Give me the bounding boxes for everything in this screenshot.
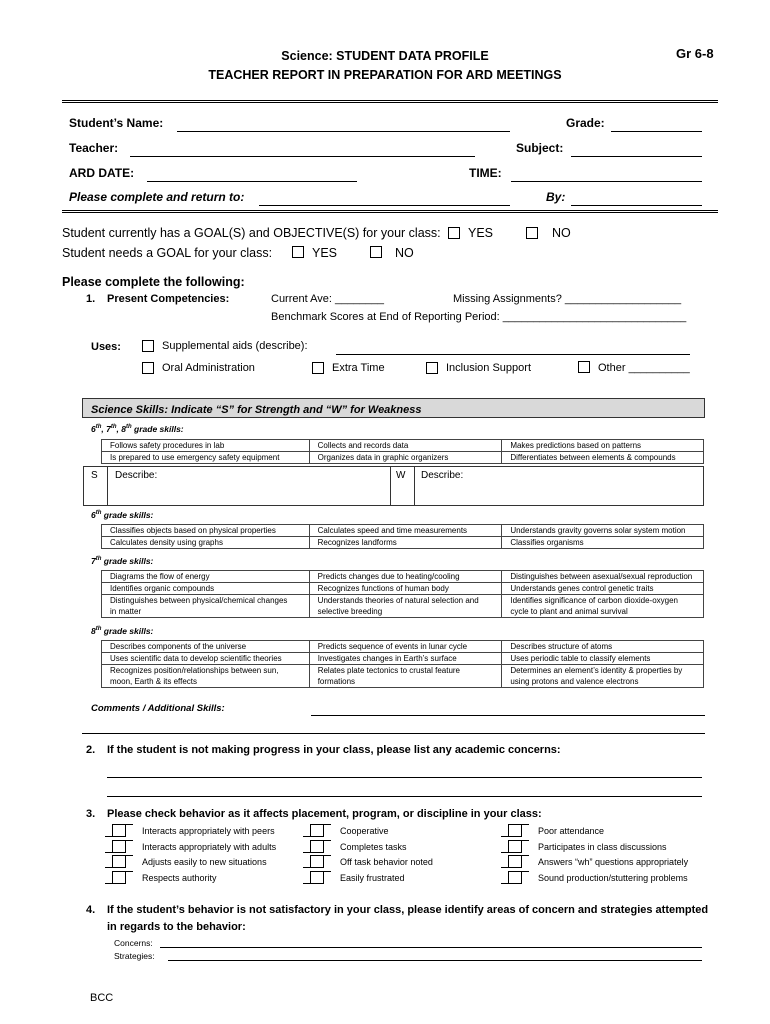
skill-cell[interactable]: Understands genes control genetic traits — [502, 583, 704, 595]
other-label: Other __________ — [598, 362, 690, 374]
grade-label: Grade: — [566, 116, 605, 130]
oral-administration-checkbox[interactable] — [142, 362, 154, 374]
has-goal-yes-checkbox[interactable] — [448, 227, 460, 239]
missing-assignments-field[interactable]: Missing Assignments? ___________________ — [453, 293, 682, 305]
return-to-field[interactable] — [259, 205, 510, 206]
skill-cell[interactable]: Calculates speed and time measurements — [309, 525, 502, 537]
return-to-label: Please complete and return to: — [69, 190, 245, 204]
supplemental-aids-field[interactable] — [336, 354, 690, 355]
academic-concerns-field-1[interactable] — [107, 777, 702, 778]
time-label: TIME: — [469, 166, 502, 180]
ard-date-field[interactable] — [147, 181, 357, 182]
needs-goal-text: Student needs a GOAL for your class: — [62, 246, 273, 260]
concerns-label: Concerns: — [114, 938, 153, 948]
behavior-checkbox[interactable] — [310, 871, 324, 884]
behavior-label: Completes tasks — [340, 842, 407, 852]
behavior-checkbox[interactable] — [112, 840, 126, 853]
needs-goal-yes-label: YES — [312, 246, 338, 260]
behavior-label: Easily frustrated — [340, 873, 405, 883]
all-grades-heading: 6th, 7th, 8th grade skills: — [91, 424, 184, 434]
q4-text: If the student’s behavior is not satisfactory in your class, please identify areas of concern and strategies attempted — [107, 904, 709, 916]
academic-concerns-field-2[interactable] — [107, 796, 702, 797]
table-row — [102, 641, 704, 653]
comments-label: Comments / Additional Skills: — [91, 703, 225, 714]
table-row — [102, 525, 704, 537]
behavior-label: Poor attendance — [538, 826, 605, 836]
skill-cell[interactable]: Recognizes position/relationships between sun, moon, Earth & its effects — [102, 665, 310, 688]
divider — [414, 466, 415, 506]
extra-time-label: Extra Time — [332, 362, 385, 374]
skill-cell[interactable]: Identifies significance of carbon dioxide-oxygen cycle to plant and animal survival — [502, 595, 704, 618]
behavior-label: Sound production/stuttering problems — [538, 873, 688, 883]
supplemental-aids-checkbox[interactable] — [142, 340, 154, 352]
skill-cell[interactable]: Recognizes landforms — [309, 537, 502, 549]
skill-cell[interactable]: Makes predictions based on patterns — [502, 440, 704, 452]
skill-cell[interactable]: Uses scientific data to develop scientific theories — [102, 653, 310, 665]
skill-cell[interactable]: Recognizes functions of human body — [309, 583, 502, 595]
table-row — [102, 665, 704, 688]
weakness-describe-field[interactable]: Describe: — [421, 470, 464, 481]
complete-following-heading: Please complete the following: — [62, 275, 245, 289]
skill-cell[interactable]: Classifies objects based on physical properties — [102, 525, 310, 537]
page-subtitle: TEACHER REPORT IN PREPARATION FOR ARD MEETINGS — [208, 68, 562, 82]
skill-cell[interactable]: Distinguishes between physical/chemical changes in matter — [102, 595, 310, 618]
divider — [390, 466, 391, 506]
strength-describe-field[interactable]: Describe: — [115, 470, 158, 481]
skill-cell[interactable]: Describes components of the universe — [102, 641, 310, 653]
behavior-label: Respects authority — [142, 873, 217, 883]
grade8-heading: 8th grade skills: — [91, 626, 154, 636]
skill-cell[interactable]: Relates plate tectonics to crustal feature formations — [309, 665, 502, 688]
teacher-label: Teacher: — [69, 141, 119, 155]
divider — [107, 466, 108, 506]
q2-text: If the student is not making progress in your class, please list any academic concerns: — [107, 744, 561, 756]
table-row — [102, 440, 704, 452]
skill-cell[interactable]: Understands theories of natural selection and selective breeding — [309, 595, 502, 618]
by-field[interactable] — [571, 205, 702, 206]
q1-label: Present Competencies: — [107, 293, 230, 305]
has-goal-yes-label: YES — [468, 226, 494, 240]
behavior-checkbox[interactable] — [310, 855, 324, 868]
behavior-checkbox[interactable] — [508, 871, 522, 884]
benchmark-field[interactable]: Benchmark Scores at End of Reporting Period: ______________________________ — [271, 311, 687, 323]
skill-cell[interactable]: Is prepared to use emergency safety equipment — [102, 452, 310, 464]
skill-cell[interactable]: Organizes data in graphic organizers — [309, 452, 502, 464]
skill-cell[interactable]: Diagrams the flow of energy — [102, 571, 310, 583]
skill-cell[interactable]: Differentiates between elements & compounds — [502, 452, 704, 464]
behavior-label: Interacts appropriately with peers — [142, 826, 275, 836]
comments-field-line2[interactable] — [82, 733, 705, 734]
page-title: Science: STUDENT DATA PROFILE — [281, 49, 489, 63]
grade-field[interactable] — [611, 131, 702, 132]
behavior-checkbox[interactable] — [112, 871, 126, 884]
q1-number: 1. — [86, 293, 96, 305]
needs-goal-no-checkbox[interactable] — [370, 246, 382, 258]
skill-cell[interactable]: Understands gravity governs solar system motion — [502, 525, 704, 537]
behavior-label: Answers “wh” questions appropriately — [538, 857, 689, 867]
grade-range: Gr 6-8 — [676, 46, 714, 61]
by-label: By: — [546, 190, 566, 204]
strategies-label: Strategies: — [114, 951, 155, 961]
oral-administration-label: Oral Administration — [162, 362, 255, 374]
student-name-label: Student’s Name: — [69, 116, 164, 130]
q4-number: 4. — [86, 904, 96, 916]
weakness-mark: W — [396, 470, 406, 481]
strength-weakness-box — [83, 466, 704, 506]
skill-cell[interactable]: Predicts changes due to heating/cooling — [309, 571, 502, 583]
table-row — [102, 583, 704, 595]
skills-header: Science Skills: Indicate “S” for Strength and “W” for Weakness — [91, 404, 422, 416]
behavior-label: Off task behavior noted — [340, 857, 433, 867]
subject-label: Subject: — [516, 141, 564, 155]
teacher-field[interactable] — [130, 156, 475, 157]
all-grades-skills-table — [101, 439, 704, 464]
student-name-field[interactable] — [177, 131, 510, 132]
extra-time-checkbox[interactable] — [312, 362, 324, 374]
behavior-checkbox[interactable] — [112, 824, 126, 837]
skill-cell[interactable]: Collects and records data — [309, 440, 502, 452]
grade7-skills-table — [101, 570, 704, 618]
table-row — [102, 595, 704, 618]
grade8-skills-table — [101, 640, 704, 688]
inclusion-support-label: Inclusion Support — [446, 362, 531, 374]
skill-cell[interactable]: Follows safety procedures in lab — [102, 440, 310, 452]
behavior-checkbox[interactable] — [112, 855, 126, 868]
current-ave-field[interactable]: Current Ave: ________ — [271, 293, 384, 305]
inclusion-support-checkbox[interactable] — [426, 362, 438, 374]
behavior-checkbox[interactable] — [508, 855, 522, 868]
behavior-checkbox[interactable] — [508, 824, 522, 837]
has-goal-no-checkbox[interactable] — [526, 227, 538, 239]
behavior-label: Interacts appropriately with adults — [142, 842, 277, 852]
q3-number: 3. — [86, 808, 96, 820]
grade7-heading: 7th grade skills: — [91, 556, 154, 566]
needs-goal-yes-checkbox[interactable] — [292, 246, 304, 258]
grade6-heading: 6th grade skills: — [91, 510, 154, 520]
skill-cell[interactable]: Identifies organic compounds — [102, 583, 310, 595]
concerns-field[interactable] — [160, 947, 702, 948]
skill-cell[interactable]: Uses periodic table to classify elements — [502, 653, 704, 665]
other-checkbox[interactable] — [578, 361, 590, 373]
behavior-checkbox[interactable] — [310, 840, 324, 853]
subject-field[interactable] — [571, 156, 702, 157]
skill-cell[interactable]: Determines an element’s identity & properties by using protons and valence electrons — [502, 665, 704, 688]
skill-cell[interactable]: Classifies organisms — [502, 537, 704, 549]
skill-cell[interactable]: Predicts sequence of events in lunar cycle — [309, 641, 502, 653]
strategies-field[interactable] — [168, 960, 702, 961]
q3-text: Please check behavior as it affects placement, program, or discipline in your class: — [107, 808, 542, 820]
uses-label: Uses: — [91, 341, 121, 353]
skill-cell[interactable]: Describes structure of atoms — [502, 641, 704, 653]
has-goal-no-label: NO — [552, 226, 571, 240]
q4-text-continued: in regards to the behavior: — [107, 921, 246, 933]
table-row — [102, 571, 704, 583]
behavior-label: Participates in class discussions — [538, 842, 667, 852]
comments-field[interactable] — [311, 715, 705, 716]
table-row — [102, 653, 704, 665]
needs-goal-no-label: NO — [395, 246, 414, 260]
table-row — [102, 537, 704, 549]
table-row — [102, 452, 704, 464]
skill-cell[interactable]: Distinguishes between asexual/sexual reproduction — [502, 571, 704, 583]
has-goal-text: Student currently has a GOAL(S) and OBJECTIVE(S) for your class: — [62, 226, 441, 240]
footer-text: BCC — [90, 992, 114, 1004]
ard-date-label: ARD DATE: — [69, 166, 135, 180]
time-field[interactable] — [511, 181, 702, 182]
supplemental-aids-label: Supplemental aids (describe): — [162, 340, 308, 352]
behavior-label: Cooperative — [340, 826, 389, 836]
behavior-checkbox[interactable] — [508, 840, 522, 853]
behavior-label: Adjusts easily to new situations — [142, 857, 267, 867]
skill-cell[interactable]: Calculates density using graphs — [102, 537, 310, 549]
q2-number: 2. — [86, 744, 96, 756]
strength-mark: S — [91, 470, 98, 481]
skill-cell[interactable]: Investigates changes in Earth’s surface — [309, 653, 502, 665]
behavior-checkbox[interactable] — [310, 824, 324, 837]
grade6-skills-table — [101, 524, 704, 549]
